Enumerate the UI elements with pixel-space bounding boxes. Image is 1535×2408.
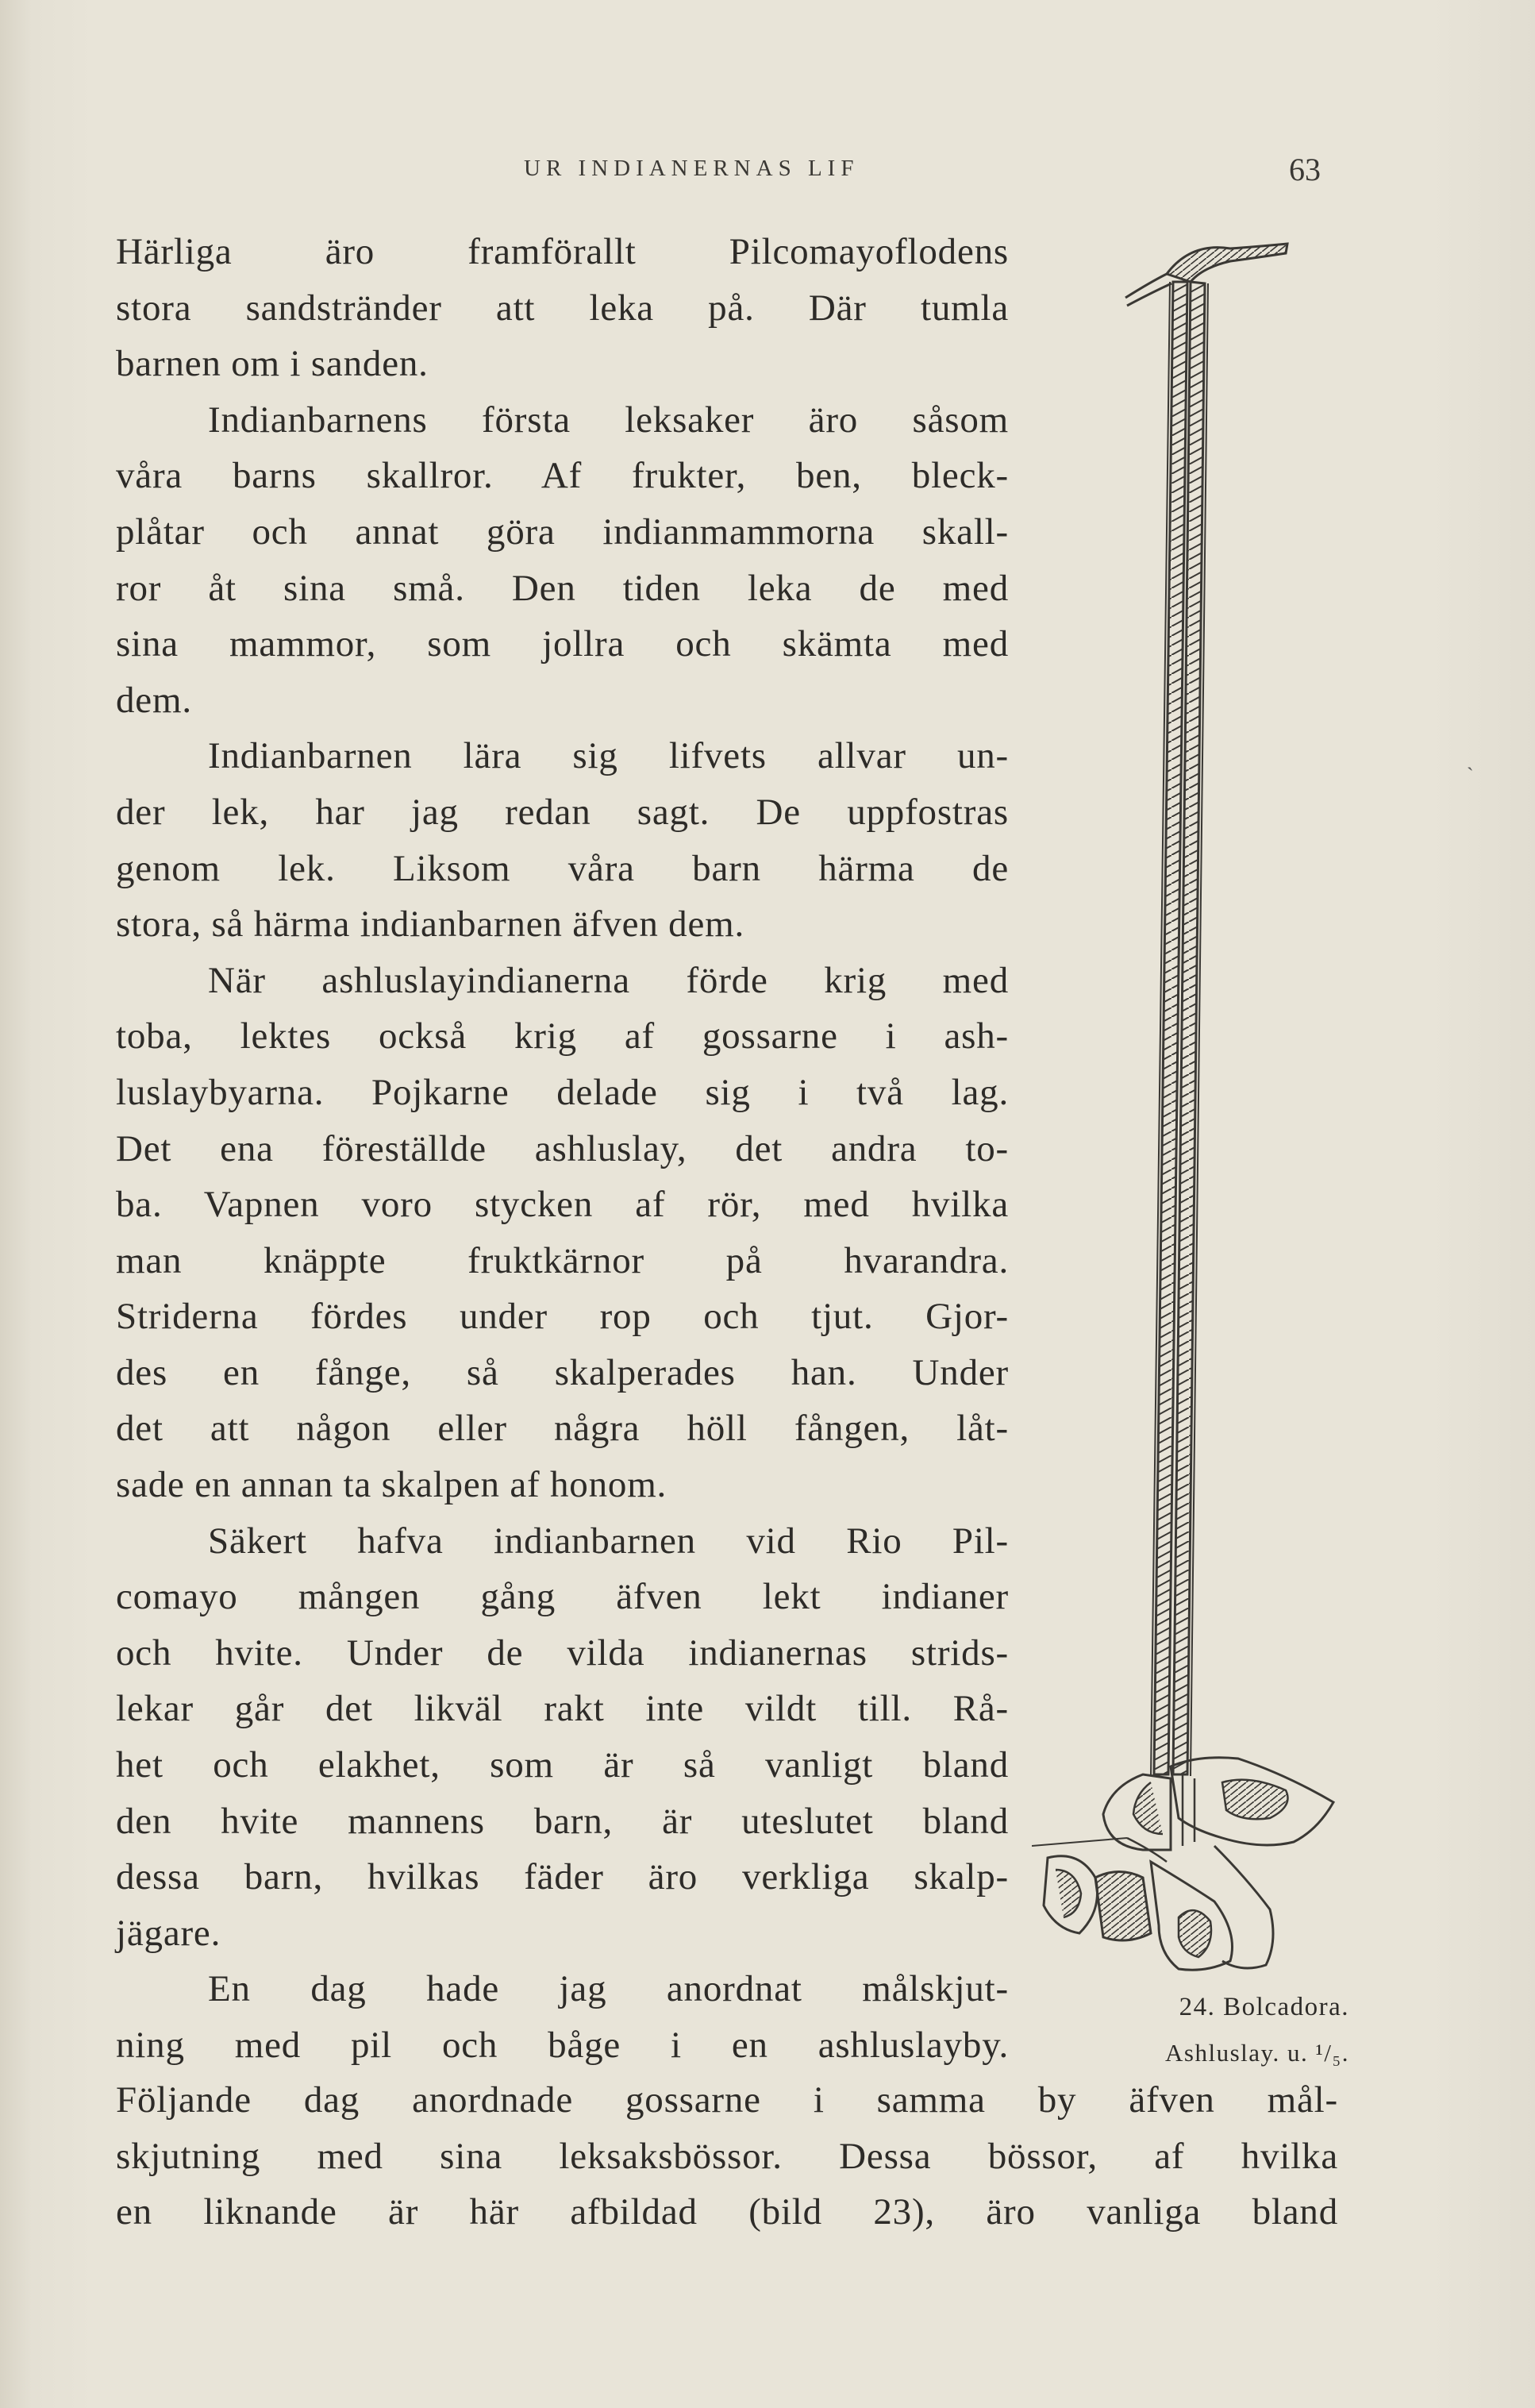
- text-line: sade en annan ta skalpen af honom.: [116, 1464, 667, 1506]
- text-line: Striderna fördes under rop och tjut. Gjor-: [116, 1296, 1009, 1338]
- text-line: stora, så härma indianbarnen äfven dem.: [116, 903, 745, 946]
- text-line: När ashluslayindianerna förde krig med: [208, 959, 1009, 1001]
- text-line: comayo mången gång äfven lekt indianer: [116, 1576, 1009, 1618]
- text-line: luslaybyarna. Pojkarne delade sig i två lag.: [116, 1071, 1009, 1113]
- text-line: dem.: [116, 679, 192, 721]
- text-line: skjutning med sina leksaksbössor. Dessa bössor, af hvilka: [116, 2135, 1338, 2177]
- text-line: der lek, har jag redan sagt. De uppfostras: [116, 791, 1009, 833]
- text-line: en liknande är här afbildad (bild 23), äro vanliga bland: [116, 2191, 1338, 2233]
- bolas-staff-icon: [1032, 226, 1349, 1989]
- text-line: genom lek. Liksom våra barn härma de: [116, 847, 1009, 889]
- text-line: jägare.: [116, 1912, 221, 1954]
- text-line: och hvite. Under de vilda indianernas strids-: [116, 1632, 1009, 1674]
- figure-caption: [1048, 1986, 1349, 2074]
- page-number: 63: [1289, 152, 1321, 187]
- text-line: stora sandstränder att leka på. Där tumla: [116, 287, 1009, 329]
- text-line: plåtar och annat göra indianmammorna skall-: [116, 510, 1009, 553]
- text-line: ning med pil och båge i en ashluslayby.: [116, 2025, 1009, 2066]
- running-head: [0, 152, 1535, 195]
- text-line: Indianbarnen lära sig lifvets allvar un-: [208, 735, 1009, 777]
- body-text-column: [116, 224, 1009, 2074]
- text-line: Indianbarnens första leksaker äro såsom: [208, 399, 1009, 441]
- text-line: våra barns skallror. Af frukter, ben, bleck-: [116, 455, 1009, 497]
- running-title: UR INDIANERNAS LIF: [524, 156, 860, 181]
- stray-mark: ˴: [1467, 754, 1474, 777]
- full-width-text: [116, 2072, 1338, 2240]
- text-line: dessa barn, hvilkas fäder äro verkliga skalp-: [116, 1856, 1009, 1898]
- text-line: det att någon eller några höll fången, låt-: [116, 1408, 1009, 1450]
- caption-title: 24. Bolcadora.: [1179, 1993, 1349, 2021]
- text-line: lekar går det likväl rakt inte vildt till. Rå-: [116, 1688, 1009, 1730]
- text-line: des en fånge, så skalperades han. Under: [116, 1351, 1009, 1393]
- text-line: barnen om i sanden.: [116, 343, 429, 385]
- text-line: den hvite mannens barn, är uteslutet bland: [116, 1800, 1009, 1842]
- text-line: sina mammor, som jollra och skämta med: [116, 623, 1009, 665]
- text-line: ror åt sina små. Den tiden leka de med: [116, 567, 1009, 609]
- text-line: Säkert hafva indianbarnen vid Rio Pil-: [208, 1520, 1009, 1562]
- bolas-staff-illustration: [1032, 226, 1349, 1989]
- text-line: het och elakhet, som är så vanligt bland: [116, 1744, 1009, 1786]
- text-line: Härliga äro framförallt Pilcomayoflodens: [116, 231, 1009, 272]
- text-line: man knäppte fruktkärnor på hvarandra.: [116, 1239, 1009, 1281]
- text-line: toba, lektes också krig af gossarne i ash-: [116, 1015, 1009, 1058]
- text-line: Följande dag anordnade gossarne i samma by äfven mål-: [116, 2079, 1338, 2121]
- text-line: Det ena föreställde ashluslay, det andra to-: [116, 1127, 1009, 1169]
- caption-source: Ashluslay. u. ¹/₅.: [1165, 2039, 1349, 2067]
- text-line: En dag hade jag anordnat målskjut-: [208, 1968, 1009, 2010]
- text-line: ba. Vapnen voro stycken af rör, med hvilka: [116, 1184, 1009, 1226]
